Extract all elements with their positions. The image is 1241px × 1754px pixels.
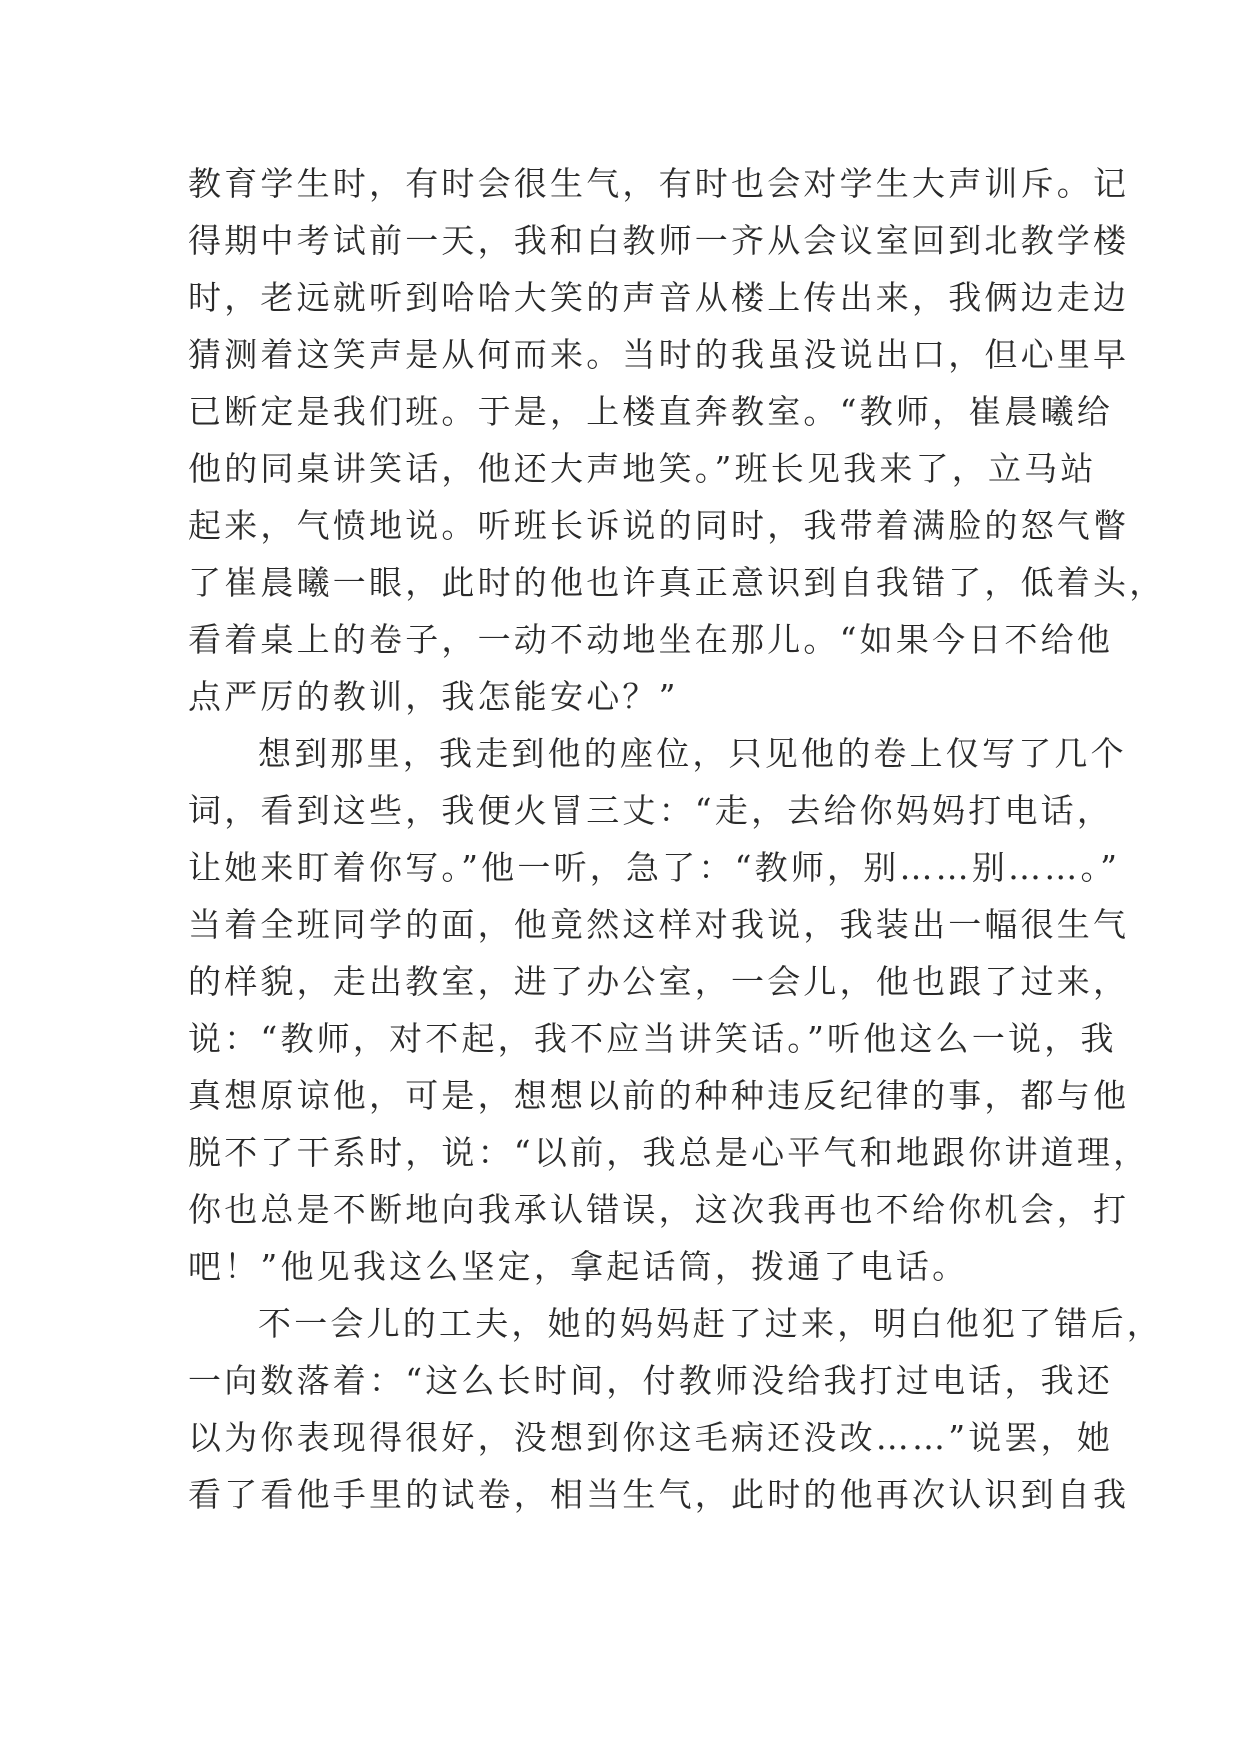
text-line: 不一会儿的工夫，她的妈妈赶了过来，明白他犯了错后， xyxy=(258,1304,1163,1343)
text-line: 起来，气愤地说。听班长诉说的同时，我带着满脸的怒气瞥 xyxy=(188,506,1130,545)
text-line: 脱不了干系时，说：“以前，我总是心平气和地跟你讲道理， xyxy=(188,1133,1150,1172)
text-line: 让她来盯着你写。”他一听，急了：“教师，别……别……。” xyxy=(188,848,1121,887)
text-line: 一向数落着：“这么长时间，付教师没给我打过电话，我还 xyxy=(188,1361,1114,1400)
text-line: 真想原谅他，可是，想想以前的种种违反纪律的事，都与他 xyxy=(188,1076,1130,1115)
paragraph-3 xyxy=(188,1295,1163,1523)
paragraph-2 xyxy=(188,725,1150,1295)
text-line: 看着桌上的卷子，一动不动地坐在那儿。“如果今日不给他 xyxy=(188,620,1114,659)
text-line: 教育学生时，有时会很生气，有时也会对学生大声训斥。记 xyxy=(188,164,1130,203)
text-line: 你也总是不断地向我承认错误，这次我再也不给你机会，打 xyxy=(188,1190,1130,1229)
text-line: 看了看他手里的试卷，相当生气，此时的他再次认识到自我 xyxy=(188,1475,1130,1514)
body-text xyxy=(188,155,1166,1523)
text-line: 想到那里，我走到他的座位，只见他的卷上仅写了几个 xyxy=(258,734,1127,773)
text-line: 吧！”他见我这么坚定，拿起话筒，拨通了电话。 xyxy=(188,1247,969,1286)
text-line: 当着全班同学的面，他竟然这样对我说，我装出一幅很生气 xyxy=(188,905,1130,944)
text-line: 了崔晨曦一眼，此时的他也许真正意识到自我错了，低着头， xyxy=(188,563,1166,602)
text-line: 点严厉的教训，我怎能安心？” xyxy=(188,677,679,716)
text-line: 得期中考试前一天，我和白教师一齐从会议室回到北教学楼 xyxy=(188,221,1130,260)
text-line: 时，老远就听到哈哈大笑的声音从楼上传出来，我俩边走边 xyxy=(188,278,1130,317)
text-line: 的样貌，走出教室，进了办公室，一会儿，他也跟了过来， xyxy=(188,962,1130,1001)
paragraph-1 xyxy=(188,155,1166,725)
text-line: 以为你表现得很好，没想到你这毛病还没改……”说罢，她 xyxy=(188,1418,1114,1457)
text-line: 猜测着这笑声是从何而来。当时的我虽没说出口，但心里早 xyxy=(188,335,1130,374)
text-line: 已断定是我们班。于是，上楼直奔教室。“教师，崔晨曦给 xyxy=(188,392,1114,431)
text-line: 词，看到这些，我便火冒三丈：“走，去给你妈妈打电话， xyxy=(188,791,1114,830)
text-line: 说：“教师，对不起，我不应当讲笑话。”听他这么一说，我 xyxy=(188,1019,1117,1058)
text-line: 他的同桌讲笑话，他还大声地笑。”班长见我来了，立马站 xyxy=(188,449,1097,488)
